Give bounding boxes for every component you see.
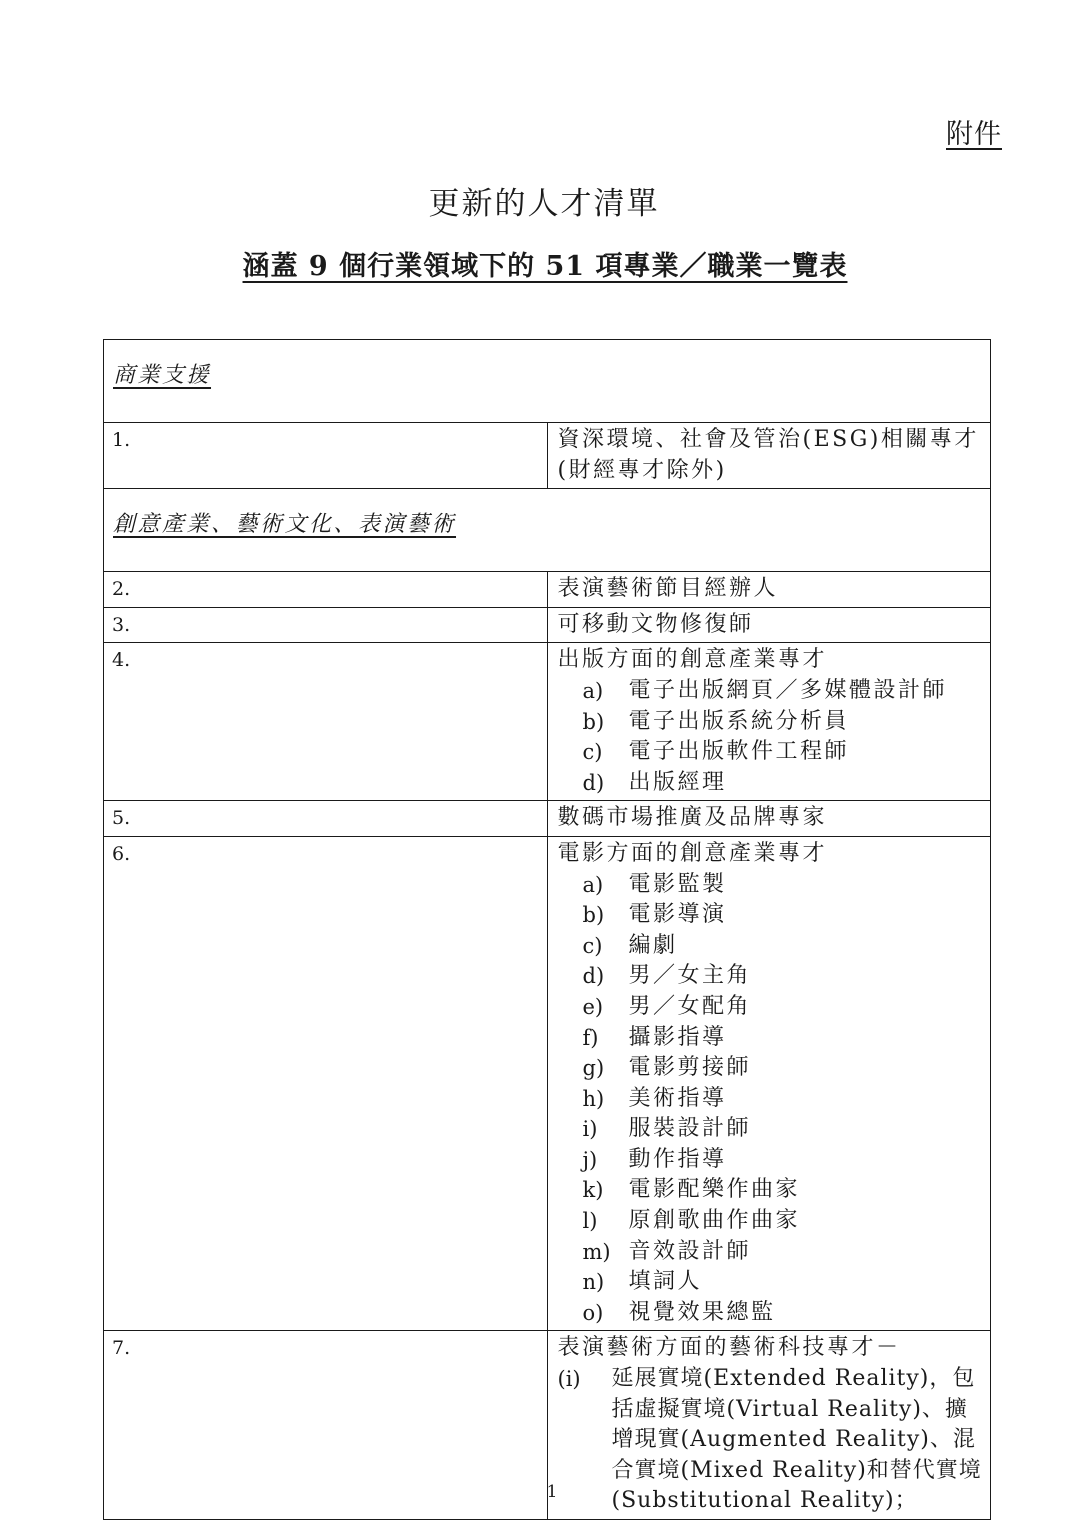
subitem-label: d)	[582, 770, 605, 795]
list-item	[558, 1206, 983, 1237]
subitem-text: 電子出版軟件工程師	[628, 739, 850, 765]
table-row	[104, 607, 991, 643]
talent-list-table	[103, 339, 991, 1520]
item-number: 4.	[104, 643, 548, 801]
subitem-label: n)	[582, 1270, 605, 1295]
item-text: 資深環境、社會及管治(ESG)相關專才(財經專才除外)	[547, 423, 991, 489]
annex-label: 附件	[946, 119, 1002, 150]
item-text: 表演藝術節目經辦人	[547, 572, 991, 608]
subitem-text: 電子出版系統分析員	[628, 708, 850, 734]
list-item	[558, 1145, 983, 1176]
item-number: 2.	[104, 572, 548, 608]
list-item	[558, 1023, 983, 1054]
item-text: 可移動文物修復師	[547, 607, 991, 643]
list-item	[558, 1298, 983, 1329]
subitem-label: o)	[582, 1300, 604, 1325]
subitem-text: 電影監製	[628, 871, 727, 897]
subitem-text: 美術指導	[628, 1085, 727, 1111]
subitem-label: g)	[582, 1056, 605, 1081]
subitem-text: 音效設計師	[628, 1238, 752, 1264]
subitem-text: 電影導演	[628, 902, 727, 928]
list-item	[558, 768, 983, 799]
item-text: 表演藝術方面的藝術科技專才－	[557, 1335, 901, 1361]
item-text: 數碼市場推廣及品牌專家	[547, 801, 991, 837]
list-item	[558, 1084, 983, 1115]
subitem-label: (i)	[557, 1367, 581, 1392]
subitem-label: d)	[582, 964, 605, 989]
list-item	[558, 900, 983, 931]
sector-row	[104, 489, 991, 572]
list-item	[558, 1175, 983, 1206]
subitem-label: f)	[582, 1025, 599, 1050]
item-number: 1.	[104, 423, 548, 489]
subitem-text: 電影剪接師	[628, 1055, 752, 1081]
list-item	[558, 870, 983, 901]
subitem-label: j)	[582, 1147, 598, 1172]
list-item	[558, 676, 983, 707]
subitem-label: h)	[582, 1086, 605, 1111]
subitem-text: 男／女配角	[628, 993, 752, 1019]
item-number: 7.	[104, 1331, 548, 1520]
list-item	[558, 931, 983, 962]
subitem-text: 填詞人	[628, 1269, 703, 1295]
table-row	[104, 423, 991, 489]
sector-heading: 商業支援	[104, 340, 991, 423]
subitem-text: 男／女主角	[628, 963, 752, 989]
table-row	[104, 643, 991, 801]
subitem-label: i)	[582, 1117, 598, 1142]
item-number: 6.	[104, 836, 548, 1331]
item-cell	[547, 643, 991, 801]
sector-heading: 創意產業、藝術文化、表演藝術	[104, 489, 991, 572]
list-item	[558, 1267, 983, 1298]
subitem-label: c)	[582, 740, 603, 765]
subitem-text: 出版經理	[628, 769, 727, 795]
subitem-text: 編劇	[628, 932, 678, 958]
list-item	[558, 1053, 983, 1084]
item-cell	[547, 836, 991, 1331]
subitem-text: 動作指導	[628, 1146, 727, 1172]
item-number: 5.	[104, 801, 548, 837]
item-text: 出版方面的創意產業專才	[557, 647, 828, 673]
subitem-text: 攝影指導	[628, 1024, 727, 1050]
subitem-text: 延展實境(Extended Reality)，包括虛擬實境(Virtual Reality)、擴增現實(Augmented Reality)、混合實境(Mixed Reality)和替代實境(Substitutional Reality)；	[611, 1366, 982, 1514]
table-row	[104, 801, 991, 837]
page-title: 更新的人才清單	[428, 186, 660, 222]
table-row	[104, 836, 991, 1331]
subitem-label: l)	[582, 1209, 598, 1234]
list-item	[558, 992, 983, 1023]
subitem-text: 視覺效果總監	[628, 1299, 776, 1325]
subitem-text: 電影配樂作曲家	[628, 1177, 801, 1203]
subitem-label: e)	[582, 994, 604, 1019]
list-item	[558, 737, 983, 768]
list-item	[558, 1114, 983, 1145]
subitem-text: 服裝設計師	[628, 1116, 752, 1142]
subitem-label: a)	[582, 872, 604, 897]
subitem-label: a)	[582, 678, 604, 703]
subitem-label: b)	[582, 709, 605, 734]
list-item	[558, 707, 983, 738]
page-subtitle: 涵蓋 9 個行業領域下的 51 項專業／職業一覽表	[242, 251, 848, 282]
subitem-text: 電子出版網頁／多媒體設計師	[628, 677, 948, 703]
sector-row	[104, 340, 991, 423]
table-row	[104, 572, 991, 608]
subitem-label: c)	[582, 933, 603, 958]
subitem-label: k)	[582, 1178, 604, 1203]
subitem-label: m)	[582, 1239, 611, 1264]
list-item	[558, 961, 983, 992]
page-number: 1	[546, 1482, 558, 1502]
item-number: 3.	[104, 607, 548, 643]
list-item	[558, 1237, 983, 1268]
subitem-label: b)	[582, 903, 605, 928]
item-text: 電影方面的創意產業專才	[557, 840, 828, 866]
subitem-text: 原創歌曲作曲家	[628, 1208, 801, 1234]
